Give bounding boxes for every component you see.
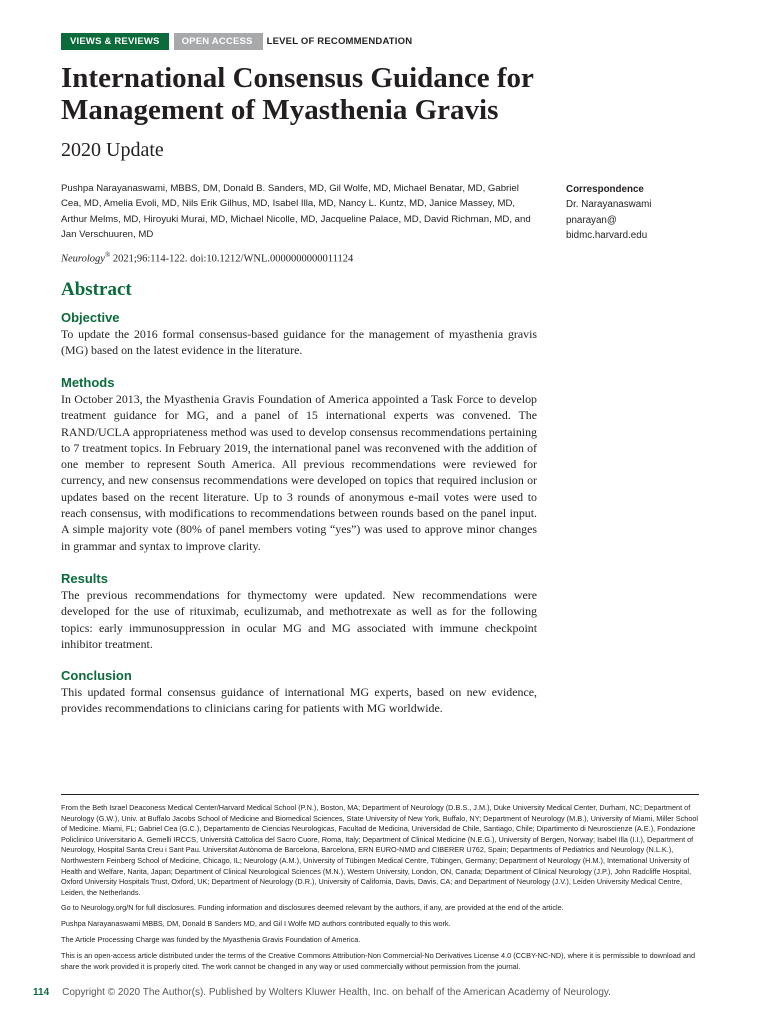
registered-mark: ® [104,251,111,259]
conclusion-text: This updated formal consensus guidance of international MG experts, based on new evidence, provides recommendations to clinicians caring for patients with MG worldwide. [61,685,537,716]
objective-heading: Objective [61,310,120,325]
objective-section [61,310,537,359]
article-type-badges [61,33,420,50]
citation-line [61,248,541,267]
article-title: International Consensus Guidance for Management of Myasthenia Gravis [61,62,534,126]
results-heading: Results [61,571,108,586]
footnote-divider [61,794,699,795]
methods-text: In October 2013, the Myasthenia Gravis Foundation of America appointed a Task Force to develop treatment guidance for MG, and a panel of 15 international experts was convened. The RAND/UCLA appropriateness method was used to develop consensus recommendations pertaining to 7 treatment topics. In February 2019, the international panel was reconvened with the addition of one member to represent South America. All previous recommendations were reviewed for currency, and new consensus recommendations were developed on topics that required inclusion or updates based on the recent literature. Up to 3 rounds of anonymous e-mail votes were used to reach consensus, with modifications to recommendations between rounds based on the panel input. A simple majority vote (80% of panel members voting “yes”) was used to approve minor changes in grammar and syntax to improve clarity. [61,392,537,553]
license-footnote: This is an open-access article distributed under the terms of the Creative Commons Attribution-Non Commercial-No Derivatives License 4.0 (CCBY-NC-ND), where it is permissible to download and share the work provided it is properly cited. The work cannot be changed in any way or used commercially without permission from the journal. [61,951,696,971]
conclusion-heading: Conclusion [61,668,132,683]
copyright-text: Copyright © 2020 The Author(s). Published by Wolters Kluwer Health, Inc. on behalf of the American Academy of Neurology. [62,987,611,998]
level-of-recommendation-badge: LEVEL OF RECOMMENDATION [261,33,421,50]
correspondence-block [566,182,736,244]
methods-section [61,375,537,554]
page-footer [33,986,733,1000]
correspondence-email-line1[interactable]: pnarayan@ [566,214,617,226]
correspondence-name: Dr. Narayanaswami [566,199,652,211]
abstract-heading: Abstract [61,279,132,300]
correspondence-email-line2[interactable]: bidmc.harvard.edu [566,230,648,242]
objective-text: To update the 2016 formal consensus-based guidance for the management of myasthenia gravis (MG) based on the latest evidence in the literature. [61,327,537,358]
correspondence-heading: Correspondence [566,184,644,195]
results-text: The previous recommendations for thymectomy were updated. New recommendations were developed for the use of rituximab, eculizumab, and methotrexate as well as for the following topics: early immunosuppression in ocular MG and MG associated with immune checkpoint inhibitor treatment. [61,588,537,651]
journal-name: Neurology [61,253,105,265]
author-list: Pushpa Narayanaswami, MBBS, DM, Donald B. Sanders, MD, Gil Wolfe, MD, Michael Benatar, MD, Gabriel Cea, MD, Amelia Evoli, MD, Nils Erik Gilhus, MD, Isabel Illa, MD, Nancy L. Kuntz, MD, Janice Massey, MD, Arthur Melms, MD, Hiroyuki Murai, MD, Michael Nicolle, MD, Jacqueline Palace, MD, David Richman, MD, and Jan Verschuuren, MD [61,183,531,241]
conclusion-section [61,668,537,717]
open-access-badge: OPEN ACCESS [174,33,261,50]
citation-details: 2021;96:114-122. doi:10.1212/WNL.0000000000011124 [110,253,354,265]
equal-contribution-footnote: Pushpa Narayanaswami MBBS, DM, Donald B Sanders MD, and Gil I Wolfe MD authors contributed equally to this work. [61,919,451,928]
disclosures-footnote: Go to Neurology.org/N for full disclosures. Funding information and disclosures deemed relevant by the authors, if any, are provided at the end of the article. [61,903,564,912]
methods-heading: Methods [61,375,115,390]
page-number: 114 [33,987,50,998]
views-reviews-badge: VIEWS & REVIEWS [61,33,169,50]
results-section [61,571,537,652]
article-subtitle: 2020 Update [61,139,164,161]
processing-charge-footnote: The Article Processing Charge was funded by the Myasthenia Gravis Foundation of America. [61,935,361,944]
affiliations-footnote: From the Beth Israel Deaconess Medical Center/Harvard Medical School (P.N.), Boston, MA; Department of Neurology (D.B.S., J.M.), Duke University Medical Center, Durham, NC; Department of Neurology (G.W.), Univ. at Buffalo Jacobs School of Medicine and Biomedical Sciences, State University of New York, Buffalo, NY; Department of Neurology (M.B.), University of Miami, Miller School of Medicine. Miami, FL; Gabriel Cea (G.C.), Departamento de Ciencias Neurologicas, Facultad de Medicina, Universidad de Chile, Santiago, Chile; Dipartimento di Neuroscienze (A.E.), Fondazione Policlinico Universitario A. Gemelli IRCCS, Università Cattolica del Sacro Cuore, Roma, Italy; Department of Clinical Medicine (N.E.G.), University of Bergen, Norway; Isabel Illa (I.I.), Department of Neurology, Hospital Santa Creu i Sant Pau. Universitat Autònoma de Barcelona, Barcelona, ERN EURO-NMD and CIBERER U762, Spain; Departments of Pediatrics and Neurology (N.L.K.), Northwestern Feinberg School of Medicine, Chicago, IL; Neurology (A.M.), University of Tübingen Medical Centre, Tübingen, Germany; Department of Neurology (H.M.), International University of Health and Welfare, Narita, Japan; Department of Clinical Neurological Sciences (M.N.), Western University, London, ON, Canada; Department of Clinical Neurology (J.P.), John Radcliffe Hospital, Oxford University Hospitals Trust, Oxford, UK; Department of Neurology (D.R.), University of California, Davis, Davis, CA; and Department of Neurology (J.V.), Leiden University Medical Centre, Leiden, the Netherlands. [61,803,699,897]
